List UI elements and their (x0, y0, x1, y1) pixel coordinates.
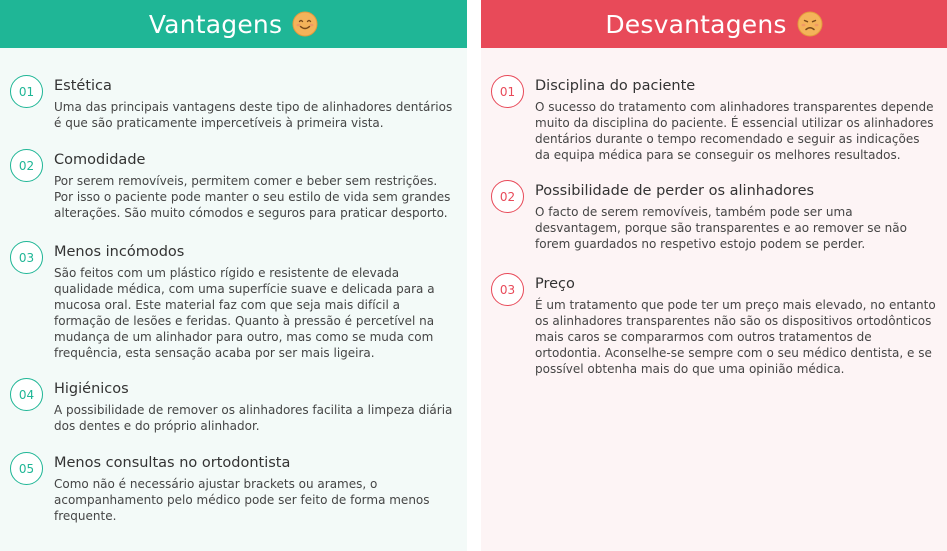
item-number-badge: 04 (10, 378, 43, 411)
item-number-badge: 01 (10, 75, 43, 108)
item-title: Preço (535, 276, 575, 292)
item-text: É um tratamento que pode ter um preço mais elevado, no entanto os alinhadores transparentes não são os dispositivos ortodônticos mais caros se compararmos com outros tratamentos de ortodontia. Aconselhe-se sempre com o seu médico dentista, e se possível obtenha mais do que uma opinião médica. (535, 298, 936, 376)
item-text: Por serem removíveis, permitem comer e beber sem restrições. Por isso o paciente pode manter o seu estilo de vida sem grandes alterações. São muito cómodos e seguros para praticar desporto. (54, 174, 451, 220)
pros-title: Vantagens (148, 9, 283, 39)
sad-face-icon (797, 11, 823, 37)
smiling-face-icon (292, 11, 318, 37)
item-text: São feitos com um plástico rígido e resistente de elevada qualidade médica, com uma superfície suave e delicada para a mucosa oral. Este material faz com que seja mais difícil a formação de lesões e feridas. Quanto à pressão é percetível na mudança de um alinhador para outro, mas como se muda com frequência, esta sensação acaba por ser mais ligeira. (54, 266, 435, 360)
item-number-badge: 02 (10, 149, 43, 182)
item-title: Menos consultas no ortodontista (54, 455, 291, 471)
cons-column (481, 0, 947, 551)
item-number-badge: 02 (491, 180, 524, 213)
pros-header (0, 0, 467, 48)
item-title: Comodidade (54, 152, 146, 168)
item-number-badge: 03 (10, 241, 43, 274)
item-title: Estética (54, 78, 112, 94)
item-number-badge: 01 (491, 75, 524, 108)
item-text: Como não é necessário ajustar brackets ou arames, o acompanhamento pelo médico pode ser feito de forma menos frequente. (54, 477, 430, 523)
cons-header (481, 0, 947, 48)
item-title: Disciplina do paciente (535, 78, 696, 94)
pros-column (0, 0, 467, 551)
item-title: Possibilidade de perder os alinhadores (535, 183, 815, 199)
item-text: O sucesso do tratamento com alinhadores transparentes depende muito da disciplina do paciente. É essencial utilizar os alinhadores dentários durante o tempo recomendado e seguir as indicações da equipa médica para se conseguir os melhores resultados. (535, 100, 934, 162)
cons-title: Desvantagens (605, 9, 787, 39)
item-title: Higiénicos (54, 381, 129, 397)
item-title: Menos incómodos (54, 244, 185, 260)
item-text: O facto de serem removíveis, também pode ser uma desvantagem, porque são transparentes e ao remover se não forem guardados no respetivo estojo podem se perder. (535, 205, 907, 251)
item-text: Uma das principais vantagens deste tipo de alinhadores dentários é que são praticamente impercetíveis à primeira vista. (54, 100, 453, 130)
item-number-badge: 05 (10, 452, 43, 485)
item-text: A possibilidade de remover os alinhadores facilita a limpeza diária dos dentes e do próprio alinhador. (54, 403, 453, 433)
item-number-badge: 03 (491, 273, 524, 306)
